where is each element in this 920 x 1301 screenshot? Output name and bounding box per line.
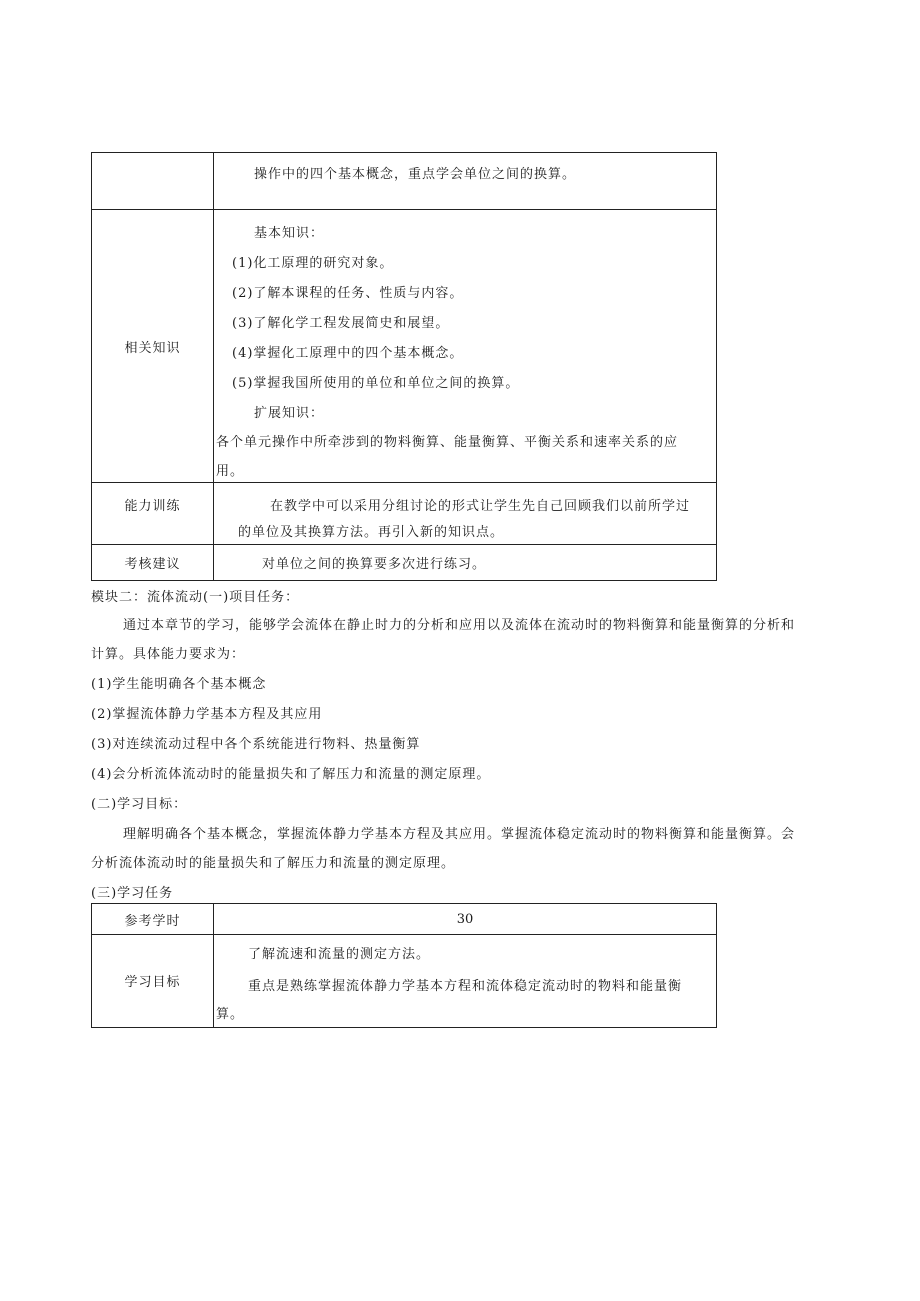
row-content: [214, 153, 717, 210]
ability-training-label: 能力训练: [92, 483, 214, 545]
ability-training-text: 在教学中可以采用分组讨论的形式让学生先自己回顾我们以前所学过: [270, 499, 691, 514]
goals-text-cont: 分析流体流动时的能量损失和了解压力和流量的测定原理。: [91, 856, 456, 871]
tasks-table: [91, 903, 717, 1028]
assessment-content: [214, 545, 717, 581]
table-row: [92, 545, 717, 581]
list-item: (2)掌握流体静力学基本方程及其应用: [91, 707, 323, 722]
table-row: [92, 483, 717, 545]
table-row: [92, 904, 717, 935]
table-row: [92, 935, 717, 1028]
concepts-continuation-text: 操作中的四个基本概念，重点学会单位之间的换算。: [254, 167, 577, 182]
extended-knowledge-text: 各个单元操作中所牵涉到的物料衡算、能量衡算、平衡关系和速率关系的应: [216, 435, 679, 450]
extended-knowledge-heading: 扩展知识：: [254, 406, 325, 421]
assessment-text: 对单位之间的换算要多次进行练习。: [262, 557, 487, 572]
list-item: (4)会分析流体流动时的能量损失和了解压力和流量的测定原理。: [91, 767, 491, 782]
related-knowledge-content: [214, 210, 717, 483]
list-item: (2)了解本课程的任务、性质与内容。: [232, 286, 464, 301]
table-row: [92, 153, 717, 210]
study-goal-focus: 重点是熟练掌握流体静力学基本方程和流体稳定流动时的物料和能量衡: [248, 979, 683, 994]
list-item: (1)化工原理的研究对象。: [232, 256, 394, 271]
list-item: (1)学生能明确各个基本概念: [91, 677, 267, 692]
list-item: (3)了解化学工程发展简史和展望。: [232, 316, 450, 331]
goals-text: 理解明确各个基本概念，掌握流体静力学基本方程及其应用。掌握流体稳定流动时的物料衡算和能量衡算。会: [123, 827, 796, 842]
reference-hours-label: 参考学时: [92, 904, 214, 935]
ability-training-content: [214, 483, 717, 545]
row-label-empty: [92, 153, 214, 210]
ability-training-text-cont: 的单位及其换算方法。再引入新的知识点。: [238, 525, 505, 540]
module-title: 模块二：流体流动(一)项目任务：: [91, 590, 300, 605]
module-intro-cont: 计算。具体能力要求为：: [91, 647, 246, 662]
study-goal-label: 学习目标: [92, 935, 214, 1028]
related-knowledge-label: 相关知识: [92, 210, 214, 483]
table-row: [92, 210, 717, 483]
tasks-heading: (三)学习任务: [91, 886, 174, 901]
list-item: (4)掌握化工原理中的四个基本概念。: [232, 346, 464, 361]
study-goal-content: [214, 935, 717, 1028]
list-item: (3)对连续流动过程中各个系统能进行物料、热量衡算: [91, 737, 421, 752]
assessment-label: 考核建议: [92, 545, 214, 581]
extended-knowledge-text-cont: 用。: [216, 464, 245, 479]
study-goal-focus-cont: 算。: [216, 1007, 245, 1022]
module-intro: 通过本章节的学习，能够学会流体在静止时力的分析和应用以及流体在流动时的物料衡算和能量衡算的分析和: [123, 618, 796, 633]
reference-hours-value: 30: [214, 904, 717, 935]
goals-heading: (二)学习目标：: [91, 797, 188, 812]
knowledge-table: [91, 152, 717, 581]
list-item: (5)掌握我国所使用的单位和单位之间的换算。: [232, 376, 520, 391]
study-goal-text: 了解流速和流量的测定方法。: [248, 947, 431, 962]
basic-knowledge-heading: 基本知识：: [254, 226, 325, 241]
